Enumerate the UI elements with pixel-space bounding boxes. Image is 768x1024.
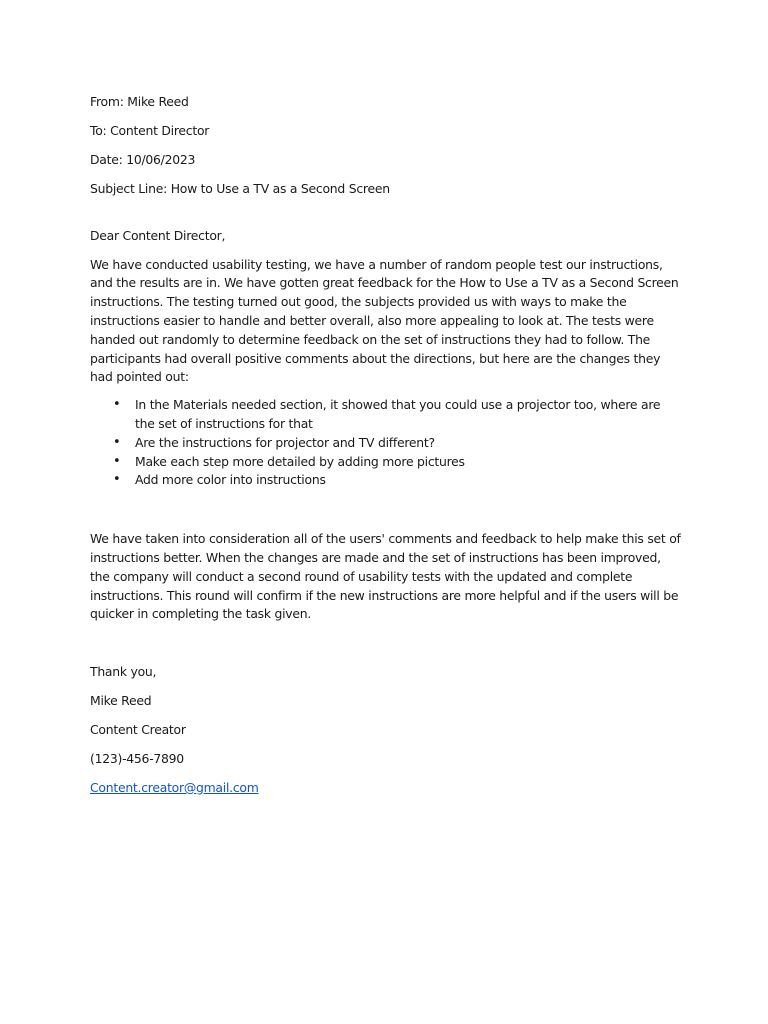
salutation: Dear Content Director, [90,227,226,243]
bullet-icon: • [113,472,121,488]
signature-title: Content Creator [90,722,186,738]
list-item [90,396,682,434]
bullet-icon: • [113,434,121,450]
feedback-list [90,396,682,490]
body-paragraph-1: We have conducted usability testing, we have a number of random people test our instructions, and the results are in. We have gotten great feedback for the How to Use a TV as a Second Screen instructions. The testing turned out good, the subjects provided us with ways to make the instructions easier to handle and better overall, also more appealing to look at. The tests were handed out randomly to determine feedback on the set of instructions they had to follow. The participants had overall positive comments about the directions, but here are the changes they had pointed out: [90,256,679,385]
memo-to: To: Content Director [90,122,210,138]
closing: Thank you, [90,664,157,680]
memo-body [90,93,682,798]
body-paragraph-2: We have taken into consideration all of the users' comments and feedback to help make this set of instructions better. When the changes are made and the set of instructions has been improved, the company will conduct a second round of usability tests with the updated and complete instructions. This round will confirm if the new instructions are more helpful and if the users will be quicker in completing the task given. [90,531,681,622]
memo-subject: Subject Line: How to Use a TV as a Second Screen [90,180,390,196]
signature-email-line [90,779,682,798]
signature-name: Mike Reed [90,693,152,709]
list-item-text: Make each step more detailed by adding more pictures [135,453,465,469]
list-item-text: Add more color into instructions [135,472,326,488]
memo-date: Date: 10/06/2023 [90,151,196,167]
bullet-icon: • [113,453,121,469]
list-item [90,471,682,490]
signature-phone: (123)-456-7890 [90,751,184,767]
email-link[interactable]: Content.creator@gmail.com [90,780,259,796]
list-item [90,434,682,453]
list-item-text: In the Materials needed section, it showed that you could use a projector too, where are the set of instructions for that [135,397,661,431]
memo-from: From: Mike Reed [90,94,189,109]
list-item [90,453,682,472]
list-item-text: Are the instructions for projector and TV different? [135,434,435,450]
bullet-icon: • [113,397,121,413]
